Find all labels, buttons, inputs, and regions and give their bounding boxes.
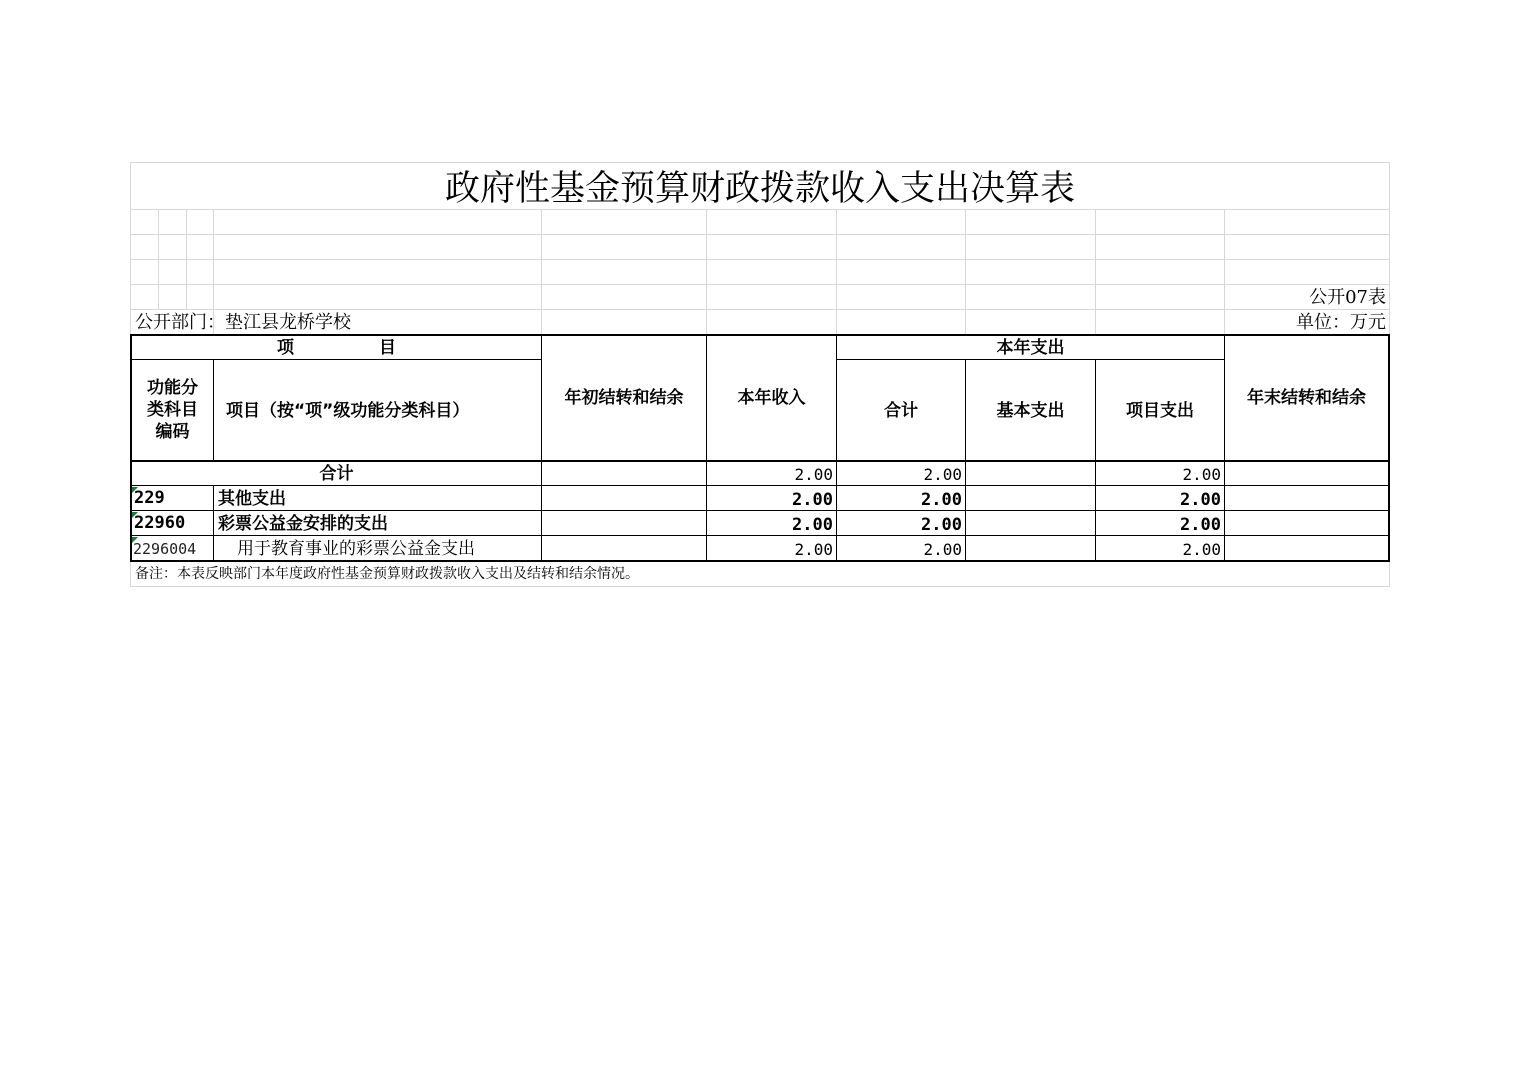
header-carry-end: 年末结转和结余 — [1247, 388, 1366, 408]
row-income: 2.00 — [794, 540, 833, 559]
row-name: 用于教育事业的彩票公益金支出 — [237, 539, 475, 559]
table-number: 公开07表 — [1309, 287, 1386, 308]
header-item-group: 项 目 — [277, 338, 396, 358]
row-name: 彩票公益金安排的支出 — [218, 514, 388, 534]
row-exp-project: 2.00 — [1180, 490, 1221, 510]
header-exp-project: 项目支出 — [1126, 401, 1194, 421]
row-income: 2.00 — [792, 515, 833, 535]
header-expense-group: 本年支出 — [996, 338, 1065, 358]
header-code-line-3: 编码 — [155, 422, 190, 442]
header-code-col — [132, 377, 213, 443]
row-exp-project: 2.00 — [1180, 515, 1221, 535]
spreadsheet-page — [130, 162, 1390, 587]
row-code: 2296004 — [133, 540, 197, 558]
row-income: 2.00 — [792, 490, 833, 510]
header-carry-begin: 年初结转和结余 — [564, 388, 684, 408]
header-name-col: 项目（按“项”级功能分类科目） — [226, 401, 470, 421]
unit-label: 单位：万元 — [1296, 312, 1386, 333]
row-code: 22960 — [134, 513, 186, 533]
total-exp-project: 2.00 — [1182, 465, 1221, 484]
total-exp-total: 2.00 — [923, 465, 962, 484]
row-exp-total: 2.00 — [921, 515, 962, 535]
header-income: 本年收入 — [737, 388, 806, 408]
row-exp-project: 2.00 — [1182, 540, 1221, 559]
header-exp-total: 合计 — [884, 401, 918, 421]
footnote: 备注：本表反映部门本年度政府性基金预算财政拨款收入支出及结转和结余情况。 — [135, 566, 639, 582]
page-title: 政府性基金预算财政拨款收入支出决算表 — [444, 169, 1075, 209]
row-name: 其他支出 — [218, 489, 286, 509]
total-income: 2.00 — [794, 465, 833, 484]
row-exp-total: 2.00 — [921, 490, 962, 510]
total-row-label: 合计 — [319, 464, 354, 484]
header-code-line-1: 功能分 — [147, 378, 198, 398]
header-exp-basic: 基本支出 — [996, 401, 1065, 421]
department-label: 公开部门：垫江县龙桥学校 — [135, 312, 351, 333]
row-exp-total: 2.00 — [923, 540, 962, 559]
header-code-line-2: 类科目 — [147, 400, 198, 420]
row-code: 229 — [134, 488, 165, 508]
